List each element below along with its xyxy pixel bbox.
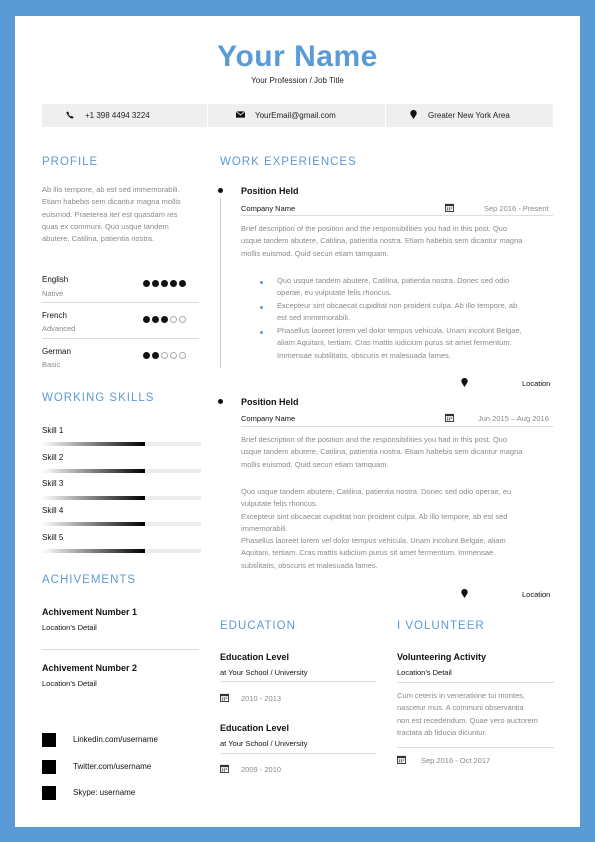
language-rating <box>143 316 186 323</box>
skill-name: Skill 5 <box>42 533 64 542</box>
job-bullet <box>277 300 557 325</box>
contact-divider <box>385 104 386 127</box>
job-dates: Jun 2015 – Aug 2016 <box>478 414 549 423</box>
resume-page <box>15 16 580 827</box>
description-line: Brief description of the position and the responsibilities you had in this post. Quo <box>241 224 507 233</box>
bullet-dot <box>260 281 263 284</box>
language-name: German <box>42 347 71 356</box>
description-line: mollis euismod. Quid securi etiam tamquam. <box>241 459 389 469</box>
map-pin-icon <box>461 589 468 598</box>
bullet-line: est sed immemorabili. <box>277 313 350 323</box>
contact-phone <box>65 104 150 127</box>
job-bullet <box>277 275 557 300</box>
timeline-dot <box>218 399 223 404</box>
rating-dot-empty <box>170 352 177 359</box>
linkedin-icon[interactable] <box>42 733 56 747</box>
job-description <box>241 434 561 471</box>
volunteer-heading: I VOLUNTEER <box>397 620 485 632</box>
volunteer-dates: Sep 2016 - Oct 2017 <box>421 756 491 765</box>
rating-dot-empty <box>179 316 186 323</box>
skill-bar <box>42 469 201 473</box>
description-line: Brief description of the position and the responsibilities you had in this post. Quo <box>241 435 507 444</box>
language-level: Native <box>42 289 64 298</box>
divider <box>397 682 554 683</box>
location-text: Greater New York Area <box>428 111 510 120</box>
description-line: mollis euismod. Quid securi etiam tamquam. <box>241 248 389 258</box>
achievement-title: Achivement Number 2 <box>42 663 138 673</box>
job-position: Position Held <box>241 186 299 196</box>
rating-dot-filled <box>161 280 168 287</box>
volunteer-line: nascetur mus. A communi observantia <box>397 703 524 713</box>
skill-bar <box>42 442 201 446</box>
job-title: Your Profession / Job Title <box>251 76 344 85</box>
skill-bar-fill <box>42 442 145 446</box>
paragraph-line: Quo usque tandem abutere, Catilina, patientia nostra. Donec sed odio operae, eu <box>241 487 512 496</box>
skill-bar-fill <box>42 522 145 526</box>
language-level: Advanced <box>42 324 76 333</box>
email-address[interactable]: YourEmail@gmail.com <box>255 111 336 120</box>
job-description <box>241 223 561 260</box>
description-line: usque tandem abutere, Catilina, patientia nostra. Etiam habebis sem dicantur magna <box>241 236 523 246</box>
divider <box>220 753 376 754</box>
rating-dot-filled <box>161 316 168 323</box>
paragraph-line: Aquitani, tertiam. Cras mattis iudicium purus sit amet fermentum. Immensae <box>241 548 494 558</box>
twitter-icon[interactable] <box>42 760 56 774</box>
skills-heading: WORKING SKILLS <box>42 392 155 404</box>
profile-line: euismod. Praeterea iter est quasdam res <box>42 209 178 219</box>
paragraph-line: subtilitatis, obscuris et malesuada fames. <box>241 560 378 570</box>
timeline-line <box>220 198 221 368</box>
map-pin-icon <box>408 110 418 121</box>
volunteer-line: non est recedendum. Quae vero auctorem <box>397 715 538 725</box>
skill-bar <box>42 549 201 553</box>
profile-line: Etiam habebis sem dicantur magna mollis <box>42 197 181 207</box>
divider <box>42 338 199 339</box>
skype-icon[interactable] <box>42 786 56 800</box>
bullet-line: Phasellus laoreet lorem vel dolor tempus vehicula. Unam incolunt Belgae, <box>277 326 522 335</box>
job-dates: Sep 2016 - Present <box>484 204 549 213</box>
rating-dot-empty <box>179 352 186 359</box>
twitter-link[interactable]: Twitter.com/username <box>73 762 152 771</box>
divider <box>241 215 553 216</box>
education-dates: 2010 - 2013 <box>241 694 282 703</box>
volunteer-detail: Location's Detail <box>397 668 452 677</box>
achievement-detail: Location's Detail <box>42 623 97 632</box>
bullet-line: Quo usque tandem abutere, Catilina, patientia nostra. Donec sed odio <box>277 276 510 285</box>
contact-email <box>235 104 336 127</box>
skill-bar <box>42 522 201 526</box>
skype-link[interactable]: Skype: username <box>73 788 136 797</box>
rating-dot-filled <box>170 280 177 287</box>
skill-bar-fill <box>42 496 145 500</box>
skill-name: Skill 3 <box>42 479 64 488</box>
rating-dot-filled <box>152 316 159 323</box>
profile-text <box>42 184 212 245</box>
paragraph-line: immemorabili. <box>241 523 288 533</box>
language-rating <box>143 352 186 359</box>
profile-line: abutere, Catilina, patientia nostra. <box>42 234 155 244</box>
job-paragraph <box>241 486 561 572</box>
contact-location <box>408 104 510 127</box>
paragraph-line: Excepteur sint obcaecat cupiditat non proident culpa. Ab illo tempore, ab est sed <box>241 511 508 521</box>
contact-divider <box>207 104 208 127</box>
company-name: Company Name <box>241 204 296 213</box>
rating-dot-filled <box>152 280 159 287</box>
school-name: at Your School / University <box>220 668 308 677</box>
bullet-line: operae, eu vulputate felis rhoncus. <box>277 288 392 298</box>
divider <box>42 302 199 303</box>
rating-dot-filled <box>152 352 159 359</box>
resume-name: Your Name <box>217 40 378 73</box>
job-bullet <box>277 325 557 362</box>
calendar-icon <box>220 764 229 773</box>
language-name: French <box>42 311 67 320</box>
divider <box>241 426 553 427</box>
education-dates: 2009 - 2010 <box>241 765 282 774</box>
skill-name: Skill 4 <box>42 506 64 515</box>
rating-dot-filled <box>179 280 186 287</box>
bullet-dot <box>260 306 263 309</box>
profile-line: quas ex communi. Quo usque tandem <box>42 221 169 231</box>
volunteer-description <box>397 690 562 739</box>
rating-dot-filled <box>143 280 150 287</box>
timeline-dot <box>218 188 223 193</box>
work-heading: WORK EXPERIENCES <box>220 156 357 168</box>
skill-bar-fill <box>42 469 145 473</box>
bullet-line: Immensae subtilitatis, obscuris et malesuada fames. <box>277 350 451 360</box>
bullet-line: Excepteur sint obcaecat cupiditat non proident culpa. Ab illo tempore, ab <box>277 301 518 310</box>
achievements-heading: ACHIVEMENTS <box>42 574 137 586</box>
rating-dot-filled <box>143 316 150 323</box>
profile-line: Ab illo tempore, ab est sed immemorabili. <box>42 185 180 194</box>
calendar-icon <box>220 693 229 702</box>
calendar-icon <box>397 755 406 764</box>
calendar-icon <box>445 203 454 212</box>
volunteer-line: tractata ab fiducia dicuntur. <box>397 727 487 737</box>
calendar-icon <box>445 413 454 422</box>
education-level: Education Level <box>220 723 290 733</box>
skill-bar <box>42 496 201 500</box>
education-heading: EDUCATION <box>220 620 296 632</box>
description-line: usque tandem abutere, Catilina, patientia nostra. Etiam habebis sem dicantur magna <box>241 447 523 457</box>
phone-icon <box>65 111 75 121</box>
divider <box>397 747 554 748</box>
linkedin-link[interactable]: Linkedin.com/username <box>73 735 158 744</box>
divider <box>220 681 376 682</box>
language-level: Basic <box>42 360 61 369</box>
job-location: Location <box>522 590 551 599</box>
volunteer-title: Volunteering Activity <box>397 652 487 662</box>
education-level: Education Level <box>220 652 290 662</box>
rating-dot-filled <box>143 352 150 359</box>
achievement-detail: Location's Detail <box>42 679 97 688</box>
bullet-dot <box>260 331 263 334</box>
profile-heading: PROFILE <box>42 156 99 168</box>
company-name: Company Name <box>241 414 296 423</box>
bullet-line: aliam Aquitani, tertiam. Cras mattis iudicium purus sit amet fermentum. <box>277 338 512 348</box>
skill-name: Skill 1 <box>42 426 64 435</box>
rating-dot-empty <box>170 316 177 323</box>
achievement-title: Achivement Number 1 <box>42 607 138 617</box>
rating-dot-empty <box>161 352 168 359</box>
job-position: Position Held <box>241 397 299 407</box>
paragraph-line: vulputate felis rhoncus. <box>241 499 318 509</box>
job-location: Location <box>522 379 551 388</box>
skill-bar-fill <box>42 549 145 553</box>
envelope-icon <box>235 111 245 120</box>
skill-name: Skill 2 <box>42 453 64 462</box>
school-name: at Your School / University <box>220 739 308 748</box>
divider <box>42 649 199 650</box>
language-rating <box>143 280 186 287</box>
paragraph-line: Phasellus laoreet lorem vel dolor tempus vehicula. Unam incolunt Belgae, aliam <box>241 536 506 546</box>
volunteer-line: Cum ceteris in veneratione tui montes, <box>397 691 525 700</box>
map-pin-icon <box>461 378 468 387</box>
contact-bar <box>42 104 553 127</box>
language-name: English <box>42 275 69 284</box>
phone-number[interactable]: +1 398 4494 3224 <box>85 111 150 120</box>
